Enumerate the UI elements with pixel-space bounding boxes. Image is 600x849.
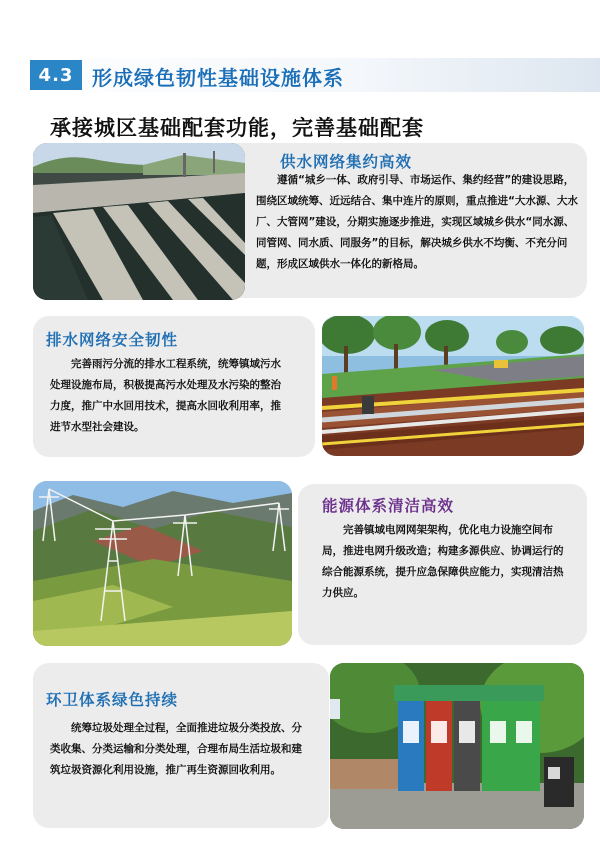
sanitation-title: 环卫体系绿色持续 — [46, 691, 179, 709]
energy-text: 完善镇域电网网架架构，优化电力设施空间布局，推进电网升级改造；构建多源供应、协调运行的综合能源系统，提升应急保障供应能力，实现清洁热力供应。 — [322, 524, 564, 599]
water-treatment-plant-photo — [33, 143, 245, 300]
page-subtitle: 承接城区基础配套功能，完善基础配套 — [50, 116, 424, 140]
drainage-title: 排水网络安全韧性 — [46, 331, 179, 349]
energy-title: 能源体系清洁高效 — [322, 497, 455, 515]
waste-sorting-station-photo — [330, 663, 584, 829]
water-supply-title: 供水网络集约高效 — [280, 153, 413, 171]
power-transmission-towers-photo — [33, 481, 292, 646]
drainage-text: 完善雨污分流的排水工程系统，统筹镇域污水处理设施布局，积极提高污水处理及水污染的整治力度，推广中水回用技术，提高水回收利用率，推进节水型社会建设。 — [50, 358, 281, 433]
section-number-badge: 4.3 — [30, 60, 82, 90]
drainage-pipe-cross-section-photo — [322, 316, 584, 456]
sanitation-text: 统筹垃圾处理全过程，全面推进垃圾分类投放、分类收集、分类运输和分类处理，合理布局生活垃圾和建筑垃圾资源化利用设施，推广再生资源回收利用。 — [50, 722, 302, 776]
section-title: 形成绿色韧性基础设施体系 — [92, 66, 344, 90]
water-supply-text: 遵循“城乡一体、政府引导、市场运作、集约经营”的建设思路，围绕区域统筹、近远结合、集中连片的原则，重点推进“大水源、大水厂、大管网”建设，分期实施逐步推进，实现区域城乡供水“同水源、同管网、同水质、同服务”的目标，解决城乡供水不均衡、不充分问题，形成区域供水一体化的新格局。 — [256, 174, 578, 270]
